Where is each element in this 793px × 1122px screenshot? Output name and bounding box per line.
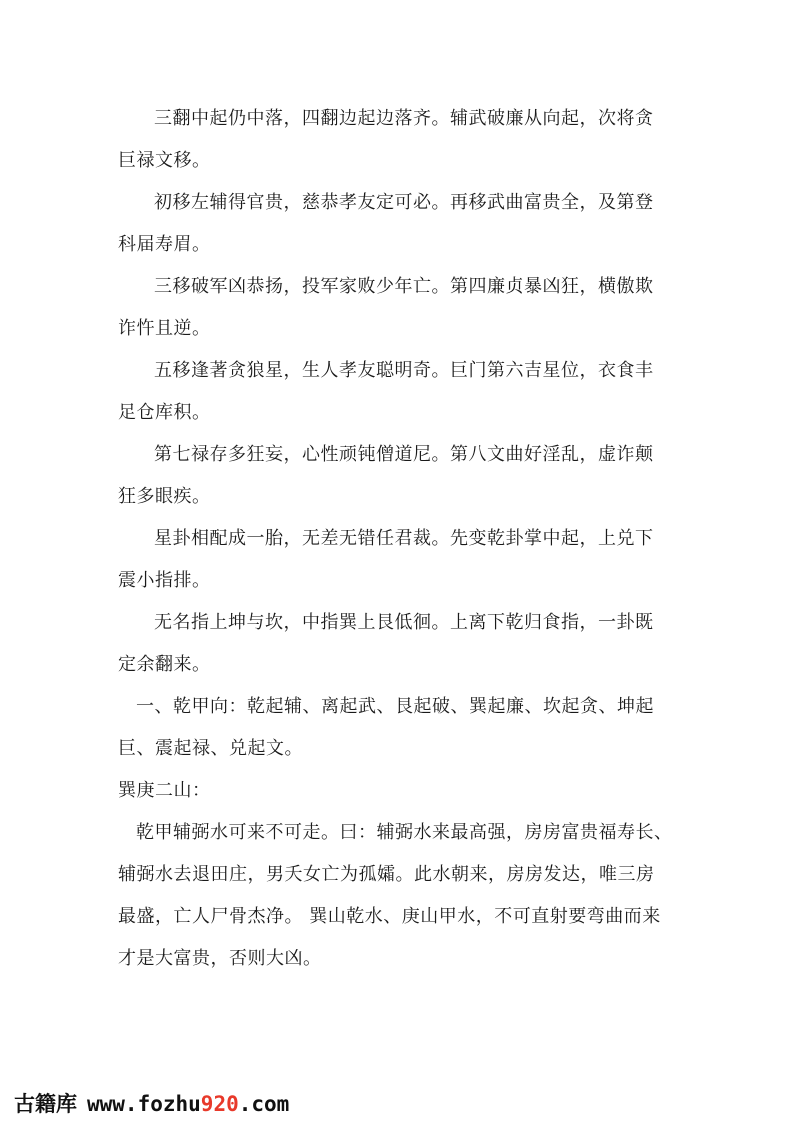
text-line: 乾甲辅弼水可来不可走。曰：辅弼水来最高强，房房富贵福寿长、: [136, 822, 673, 843]
paragraph: [118, 434, 678, 518]
text-line: 五移逢著贪狼星，生人孝友聪明奇。巨门第六吉星位，衣食丰: [154, 360, 654, 381]
text-line: 巨禄文移。: [118, 150, 211, 171]
site-url-prefix: www.fozhu: [87, 1092, 201, 1116]
site-url-suffix: .com: [238, 1092, 290, 1116]
text-line: 震小指排。: [118, 570, 211, 591]
text-line: 星卦相配成一胎，无差无错任君裁。先变乾卦掌中起，上兑下: [154, 528, 654, 549]
text-line: 科届寿眉。: [118, 234, 211, 255]
text-line: 足仓库积。: [118, 402, 211, 423]
site-watermark: [14, 1088, 289, 1118]
site-brand: 古籍库: [14, 1092, 77, 1116]
paragraph: [118, 518, 678, 602]
text-line: 无名指上坤与坎，中指巽上艮低徊。上离下乾归食指，一卦既: [154, 612, 654, 633]
text-line: 巨、震起禄、兑起文。: [118, 738, 303, 759]
text-line: 诈忤且逆。: [118, 318, 211, 339]
text-line: 三翻中起仍中落，四翻边起边落齐。辅武破廉从向起，次将贪: [154, 108, 654, 129]
paragraph: [118, 98, 678, 182]
text-line: 三移破军凶恭扬，投军家败少年亡。第四廉贞暴凶狂，横傲欺: [154, 276, 654, 297]
paragraph: [118, 350, 678, 434]
paragraph: [118, 812, 678, 980]
text-line: 巽庚二山：: [118, 780, 211, 801]
paragraph: [118, 182, 678, 266]
site-url-highlight: 920: [200, 1092, 239, 1116]
text-line: 第七禄存多狂妄，心性顽钝僧道尼。第八文曲好淫乱，虚诈颠: [154, 444, 654, 465]
text-line: 初移左辅得官贵，慈恭孝友定可必。再移武曲富贵全，及第登: [154, 192, 654, 213]
text-line: 定余翻来。: [118, 654, 211, 675]
paragraph: [118, 602, 678, 686]
document-body: [118, 98, 678, 980]
text-line: 最盛，亡人尸骨杰净。 巽山乾水、庚山甲水，不可直射要弯曲而来: [118, 906, 661, 927]
section-heading-paragraph: [118, 686, 678, 770]
subheading: [118, 770, 678, 812]
text-line: 一、乾甲向：乾起辅、离起武、艮起破、巽起廉、坎起贪、坤起: [136, 696, 654, 717]
paragraph: [118, 266, 678, 350]
text-line: 辅弼水去退田庄，男夭女亡为孤孀。此水朝来，房房发达，唯三房: [118, 864, 655, 885]
text-line: 才是大富贵，否则大凶。: [118, 948, 322, 969]
text-line: 狂多眼疾。: [118, 486, 211, 507]
